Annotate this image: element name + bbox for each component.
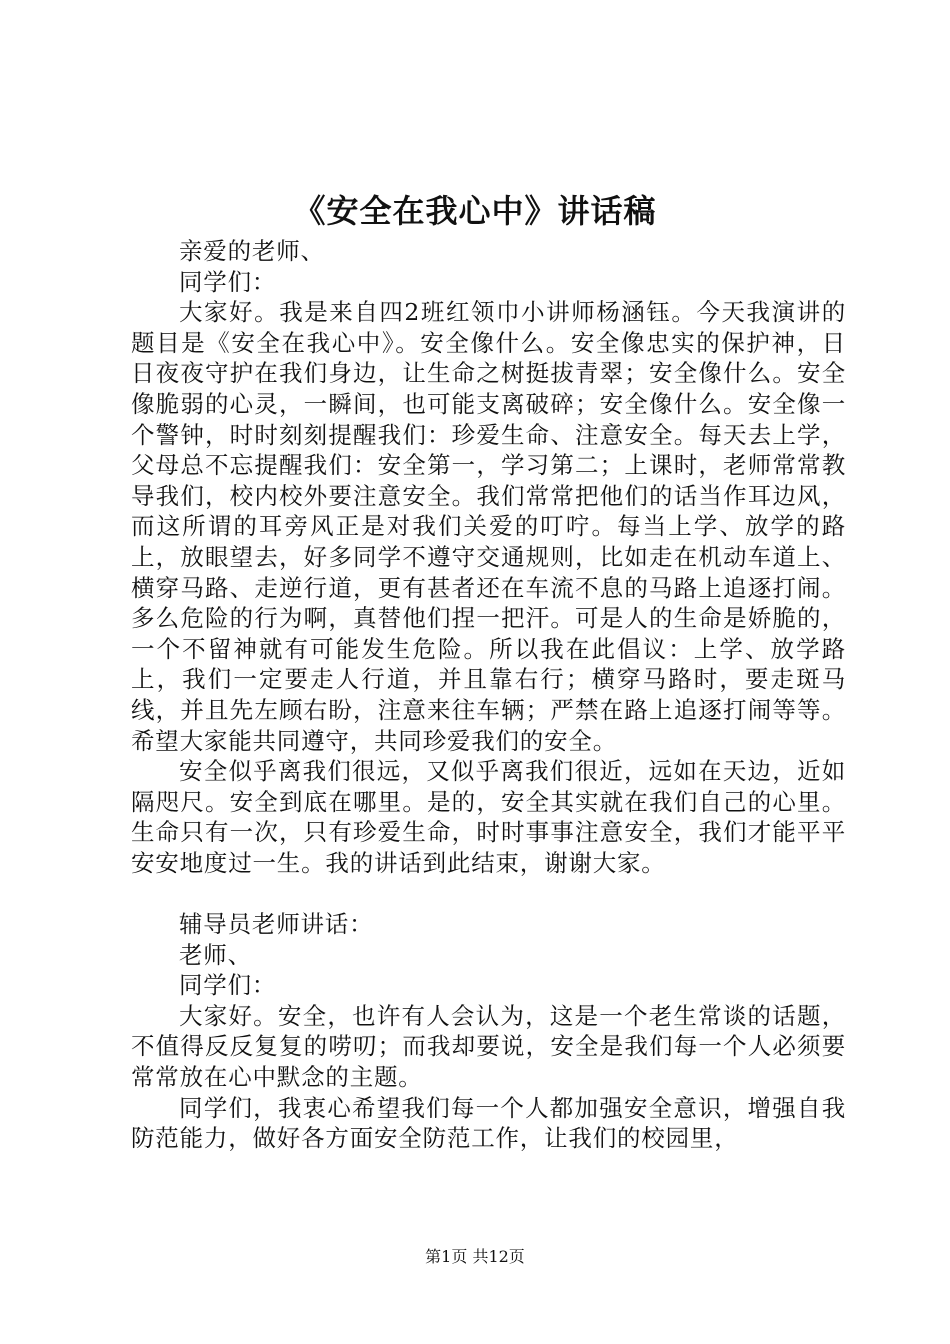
counselor-salutation-teachers: 老师、 bbox=[179, 940, 252, 969]
salutation-students: 同学们： bbox=[179, 267, 277, 296]
page-number: 第1页 共12页 bbox=[425, 1247, 525, 1266]
paragraph-speech-closing: 安全似乎离我们很远，又似乎离我们很近，远如在天边，近如隔咫尺。安全到底在哪里。是的，安全其实就在我们自己的心里。生命只有一次，只有珍爱生命，时时事事注意安全，我们才能平平安安地度过一生。我的讲话到此结束，谢谢大家。 bbox=[131, 757, 846, 877]
counselor-heading: 辅导员老师讲话： bbox=[179, 910, 374, 939]
document-title: 《安全在我心中》讲话稿 bbox=[293, 192, 657, 230]
paragraph-counselor-continued: 同学们，我衷心希望我们每一个人都加强安全意识，增强自我防范能力，做好各方面安全防范工作，让我们的校园里， bbox=[131, 1093, 846, 1153]
document-body bbox=[131, 236, 846, 1154]
counselor-salutation-students: 同学们： bbox=[179, 971, 277, 1000]
paragraph-spacer bbox=[131, 878, 846, 909]
paragraph-speech-main: 大家好。我是来自四2班红领巾小讲师杨涵钰。今天我演讲的题目是《安全在我心中》。安全像什么。安全像忠实的保护神，日日夜夜守护在我们身边，让生命之树挺拔青翠；安全像什么。安全像脆弱的心灵，一瞬间，也可能支离破碎；安全像什么。安全像一个警钟，时时刻刻提醒我们：珍爱生命、注意安全。每天去上学，父母总不忘提醒我们：安全第一，学习第二；上课时，老师常常教导我们，校内校外要注意安全。我们常常把他们的话当作耳边风，而这所谓的耳旁风正是对我们关爱的叮咛。每当上学、放学的路上，放眼望去，好多同学不遵守交通规则，比如走在机动车道上、横穿马路、走逆行道，更有甚者还在车流不息的马路上追逐打闹。多么危险的行为啊，真替他们捏一把汗。可是人的生命是娇脆的，一个不留神就有可能发生危险。所以我在此倡议：上学、放学路上，我们一定要走人行道，并且靠右行；横穿马路时，要走斑马线，并且先左顾右盼，注意来往车辆；严禁在路上追逐打闹等等。希望大家能共同遵守，共同珍爱我们的安全。 bbox=[131, 298, 846, 755]
paragraph-counselor-intro: 大家好。安全，也许有人会认为，这是一个老生常谈的话题，不值得反反复复的唠叨；而我却要说，安全是我们每一个人必须要常常放在心中默念的主题。 bbox=[131, 1001, 846, 1092]
salutation-teachers: 亲爱的老师、 bbox=[179, 237, 325, 265]
